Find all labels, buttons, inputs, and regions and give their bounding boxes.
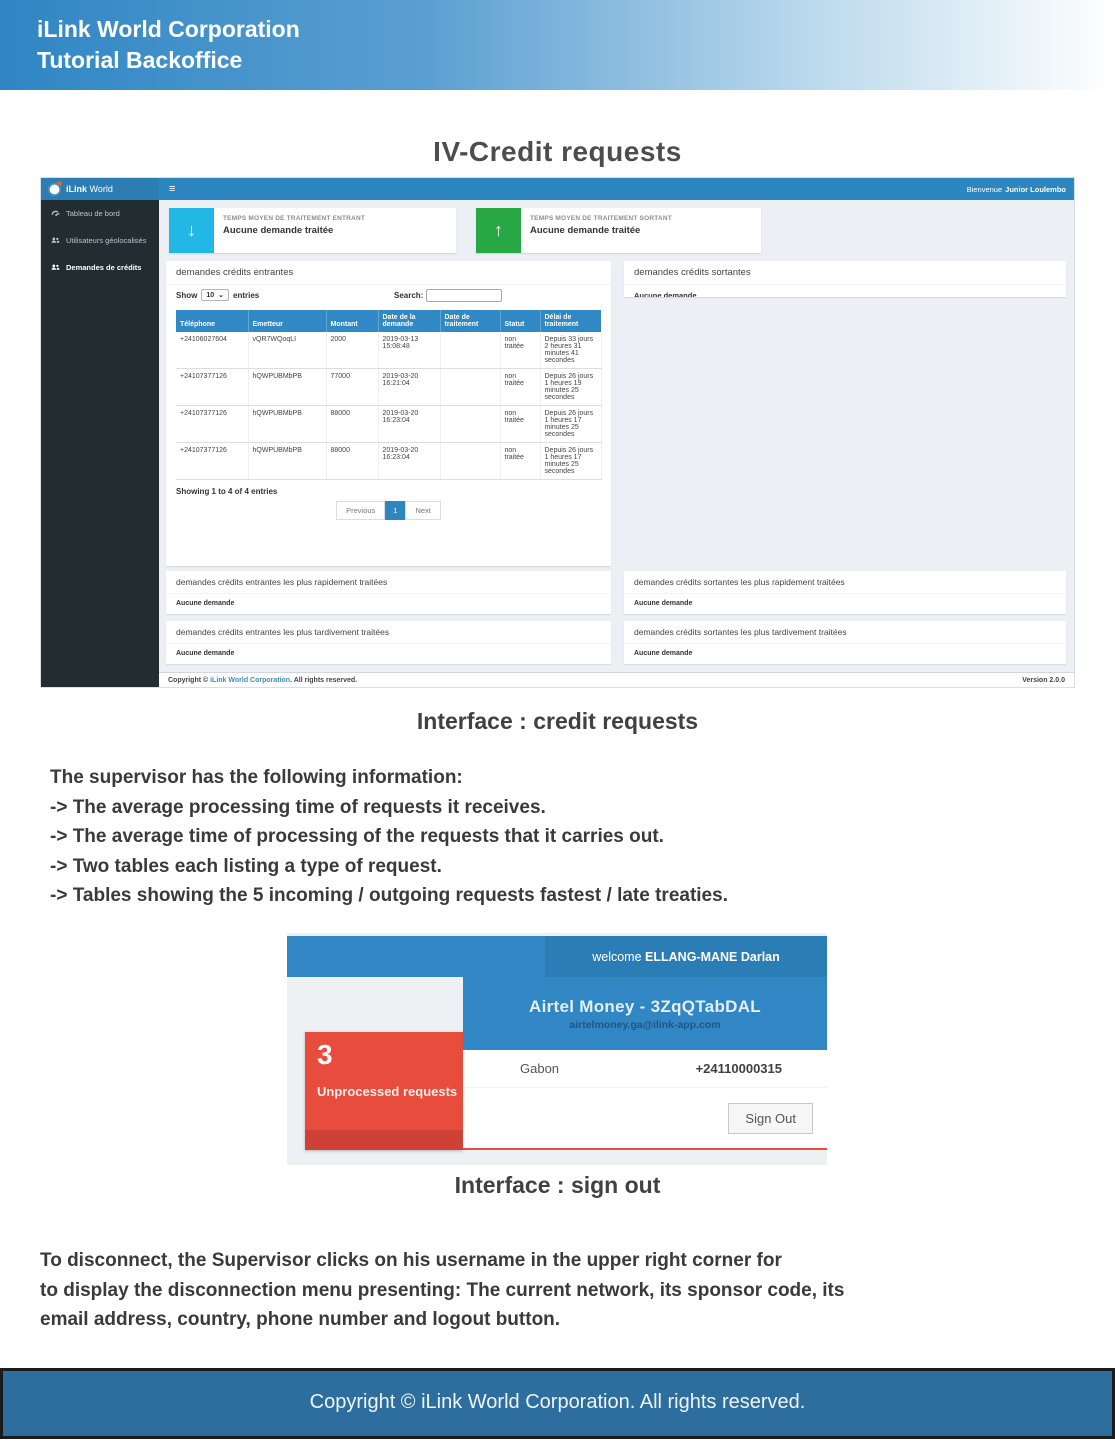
col-telephone[interactable]: Téléphone <box>176 310 248 332</box>
supervisor-info-paragraph <box>50 763 728 911</box>
table-row <box>176 443 601 480</box>
ilink-logo-icon <box>48 183 61 196</box>
user-menu[interactable] <box>545 936 827 977</box>
metric-label: TEMPS MOYEN DE TRAITEMENT ENTRANT <box>223 215 366 222</box>
bullet-line: -> The average time of processing of the requests that it carries out. <box>50 826 664 847</box>
pagination <box>166 501 611 520</box>
chevron-down-icon: ⌄ <box>218 292 225 299</box>
search-input[interactable] <box>426 289 502 302</box>
user-menu[interactable] <box>967 178 1066 200</box>
cell-delay: Depuis 33 jours 2 heures 31 minutes 41 secondes <box>540 332 601 369</box>
app-version: Version 2.0.0 <box>1022 676 1065 684</box>
app-content <box>159 200 1074 687</box>
screenshot2-caption: Interface : sign out <box>454 1172 661 1198</box>
sidebar-item-credit-requests[interactable] <box>41 254 159 281</box>
search-label: Search: <box>394 291 424 300</box>
page-banner <box>0 0 1115 90</box>
empty-message: Aucune demande <box>176 650 235 657</box>
page-length-select[interactable] <box>201 289 229 301</box>
welcome-username: Junior Loulembo <box>1005 184 1066 194</box>
bullet-line: -> The average processing time of requests it receives. <box>50 796 546 818</box>
cell-status: non traitée <box>500 369 540 406</box>
welcome-prefix: Bienvenue <box>966 184 1003 194</box>
cell-emitter: vQR7WQoqLI <box>248 332 326 369</box>
cell-phone: +24107377126 <box>176 369 248 406</box>
col-statut[interactable]: Statut <box>500 310 540 332</box>
page-title: IV-Credit requests <box>433 136 682 167</box>
metric-body <box>214 208 374 253</box>
hamburger-menu-icon[interactable]: ≡ <box>169 183 176 195</box>
page-number-button[interactable]: 1 <box>385 501 405 520</box>
cell-request-date: 2019-03-13 15:08:48 <box>378 332 440 369</box>
banner-line-2: Tutorial Backoffice <box>37 47 243 73</box>
cell-request-date: 2019-03-20 16:21:04 <box>378 369 440 406</box>
panel-title: demandes crédits sortantes les plus tardivement traitées <box>624 621 1066 644</box>
cell-status: non traitée <box>500 332 540 369</box>
metric-value: Aucune demande traitée <box>530 225 641 236</box>
account-country: Gabon <box>520 1061 560 1076</box>
screenshot-sign-out <box>287 933 827 1165</box>
arrow-down-icon: ↓ <box>169 208 214 253</box>
disconnect-paragraph <box>40 1246 844 1335</box>
cell-emitter: hQWPUBMbPB <box>248 369 326 406</box>
copyright-suffix: . All rights reserved. <box>290 676 358 684</box>
table-row <box>176 406 601 443</box>
banner-line-1: iLink World Corporation <box>37 16 300 42</box>
cell-processing-date <box>440 369 500 406</box>
unprocessed-label: Unprocessed requests <box>317 1084 458 1099</box>
ilink-corporation-link[interactable]: iLink World Corporation <box>210 676 291 684</box>
outgoing-requests-panel <box>624 261 1066 297</box>
account-details-row <box>463 1050 827 1088</box>
cell-delay: Depuis 26 jours 1 heures 19 minutes 25 secondes <box>540 369 601 406</box>
showing-entries-text: Showing 1 to 4 of 4 entries <box>176 487 278 496</box>
table-header-row <box>176 310 601 332</box>
banner-text <box>0 0 1115 76</box>
bullet-line: -> Tables showing the 5 incoming / outgoing requests fastest / late treaties. <box>50 885 728 906</box>
sidebar-item-geolocated-users[interactable] <box>41 227 159 254</box>
metric-card-outgoing <box>476 208 761 253</box>
cell-processing-date <box>440 332 500 369</box>
app-brand[interactable] <box>41 178 159 200</box>
previous-page-button[interactable]: Previous <box>336 501 385 520</box>
arrow-up-icon: ↑ <box>476 208 521 253</box>
fastest-outgoing-panel <box>624 571 1066 614</box>
entries-label: entries <box>233 290 260 300</box>
paragraph-line: email address, country, phone number and logout button. <box>40 1309 561 1330</box>
show-entries-control <box>176 289 259 301</box>
account-header <box>463 977 827 1050</box>
copyright-prefix: Copyright © <box>168 676 211 684</box>
cell-request-date: 2019-03-20 16:23:04 <box>378 443 440 480</box>
cell-amount: 88000 <box>326 406 378 443</box>
next-page-button[interactable]: Next <box>405 501 440 520</box>
table-row <box>176 332 601 369</box>
cell-delay: Depuis 26 jours 1 heures 17 minutes 25 secondes <box>540 406 601 443</box>
col-date-demande[interactable]: Date de la demande <box>378 310 440 332</box>
col-emetteur[interactable]: Emetteur <box>248 310 326 332</box>
users-icon <box>51 236 60 245</box>
screenshot-credit-requests <box>40 177 1075 688</box>
sidebar-item-dashboard[interactable] <box>41 200 159 227</box>
credit-requests-table <box>176 310 602 480</box>
sign-out-button[interactable]: Sign Out <box>728 1103 813 1134</box>
cell-status: non traitée <box>500 443 540 480</box>
cell-phone: +24106027604 <box>176 332 248 369</box>
cell-amount: 88000 <box>326 443 378 480</box>
cell-processing-date <box>440 406 500 443</box>
metric-value: Aucune demande traitée <box>223 225 334 236</box>
sidebar-item-label: Demandes de crédits <box>66 263 142 272</box>
panel-title: demandes crédits sortantes les plus rapidement traitées <box>624 571 1066 594</box>
metric-card-incoming <box>169 208 456 253</box>
col-date-traitement[interactable]: Date de traitement <box>440 310 500 332</box>
latest-outgoing-panel <box>624 621 1066 664</box>
paragraph-line: to display the disconnection menu presenting: The current network, its sponsor code, its <box>40 1279 845 1301</box>
paragraph-line: To disconnect, the Supervisor clicks on his username in the upper right corner for <box>40 1250 782 1271</box>
fastest-incoming-panel <box>166 571 611 614</box>
empty-message: Aucune demande <box>176 600 235 607</box>
metric-body <box>521 208 681 253</box>
sidebar-item-label: Utilisateurs géolocalisés <box>66 236 147 245</box>
app-brand-label: iLink World <box>66 184 113 194</box>
cell-amount: 77000 <box>326 369 378 406</box>
users-icon <box>51 263 60 272</box>
signout-row <box>463 1088 827 1148</box>
cell-status: non traitée <box>500 406 540 443</box>
account-phone: +24110000315 <box>695 1061 782 1076</box>
account-dropdown-panel <box>463 977 827 1150</box>
welcome-username: ELLANG-MANE Darlan <box>645 949 780 964</box>
cell-processing-date <box>440 443 500 480</box>
incoming-requests-panel <box>166 261 611 566</box>
empty-message: Aucune demande <box>634 291 697 297</box>
datatable-controls <box>166 285 611 307</box>
cell-emitter: hQWPUBMbPB <box>248 443 326 480</box>
dashboard-icon <box>51 209 60 218</box>
network-name: Airtel Money - 3ZqQTabDAL <box>529 997 761 1016</box>
paragraph-intro: The supervisor has the following information: <box>50 767 463 788</box>
bullet-line: -> Two tables each listing a type of request. <box>50 855 442 877</box>
metric-label: TEMPS MOYEN DE TRAITEMENT SORTANT <box>530 215 672 222</box>
empty-message: Aucune demande <box>634 600 693 607</box>
page-footer: Copyright © iLink World Corporation. All rights reserved. <box>0 1368 1115 1439</box>
cell-phone: +24107377126 <box>176 443 248 480</box>
sidebar-item-label: Tableau de bord <box>66 209 120 218</box>
app-copyright <box>168 677 357 684</box>
cell-delay: Depuis 26 jours 1 heures 17 minutes 25 secondes <box>540 443 601 480</box>
card-footer-strip <box>305 1130 463 1150</box>
panel-title: demandes crédits sortantes <box>624 261 1066 285</box>
page-length-value: 10 <box>206 291 215 299</box>
account-email: airtelmoney.ga@ilink-app.com <box>569 1019 721 1031</box>
app-sidebar <box>41 200 159 687</box>
screenshot1-caption: Interface : credit requests <box>416 708 699 734</box>
panel-title: demandes crédits entrantes les plus tardivement traitées <box>166 621 611 644</box>
unprocessed-requests-card <box>305 1032 463 1150</box>
welcome-prefix: welcome <box>592 949 642 964</box>
cell-amount: 2000 <box>326 332 378 369</box>
col-delai[interactable]: Délai de traitement <box>540 310 601 332</box>
panel-title: demandes crédits entrantes <box>166 261 611 285</box>
search-control <box>394 289 502 302</box>
latest-incoming-panel <box>166 621 611 664</box>
unprocessed-count: 3 <box>317 1039 333 1070</box>
app-footer <box>159 672 1074 687</box>
app-topbar <box>41 178 1074 200</box>
empty-message: Aucune demande <box>634 650 693 657</box>
cell-emitter: hQWPUBMbPB <box>248 406 326 443</box>
show-label: Show <box>176 290 198 300</box>
table-row <box>176 369 601 406</box>
panel-title: demandes crédits entrantes les plus rapidement traitées <box>166 571 611 594</box>
cell-request-date: 2019-03-20 16:23:04 <box>378 406 440 443</box>
col-montant[interactable]: Montant <box>326 310 378 332</box>
cell-phone: +24107377126 <box>176 406 248 443</box>
